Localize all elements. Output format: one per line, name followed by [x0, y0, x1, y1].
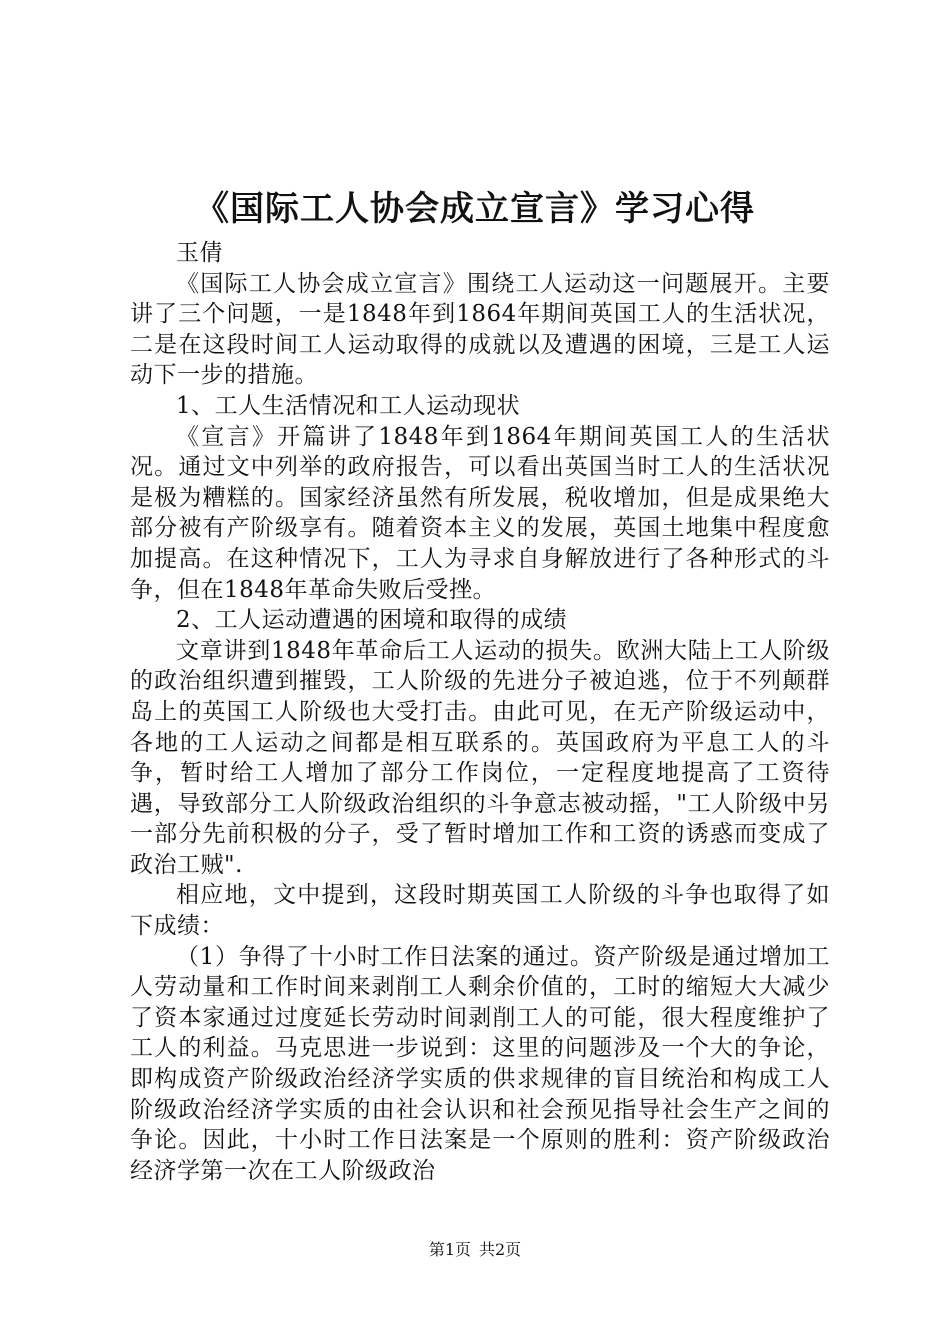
achievements-intro-paragraph: 相应地，文中提到，这段时期英国工人阶级的斗争也取得了如下成绩： — [130, 882, 830, 940]
document-body — [130, 238, 830, 1186]
section-heading-2: 2、工人运动遭遇的困境和取得的成绩 — [176, 607, 568, 634]
page-total: 共2页 — [479, 1240, 522, 1259]
section-2-paragraph: 文章讲到1848年革命后工人运动的损失。欧洲大陆上工人阶级的政治组织遭到摧毁，工人阶级的先进分子被迫逃，位于不列颠群岛上的英国工人阶级也大受打击。由此可见，在无产阶级运动中，各地的工人运动之间都是相互联系的。英国政府为平息工人的斗争，暂时给工人增加了部分工作岗位，一定程度地提高了工资待遇，导致部分工人阶级政治组织的斗争意志被动摇，"工人阶级中另一部分先前积极的分子，受了暂时增加工作和工资的诱惑而变成了政治工贼". — [130, 637, 830, 878]
intro-paragraph: 《国际工人协会成立宣言》围绕工人运动这一问题展开。主要讲了三个问题，一是1848年到1864年期间英国工人的生活状况，二是在这段时间工人运动取得的成就以及遭遇的困境，三是工人运动下一步的措施。 — [130, 270, 830, 389]
page-number: 第1页 — [428, 1240, 471, 1259]
document-title: 《国际工人协会成立宣言》学习心得 — [195, 189, 755, 229]
section-heading-1: 1、工人生活情况和工人运动现状 — [176, 392, 521, 419]
author-line: 玉倩 — [176, 240, 223, 266]
section-1-paragraph: 《宣言》开篇讲了1848年到1864年期间英国工人的生活状况。通过文中列举的政府报告，可以看出英国当时工人的生活状况是极为糟糕的。国家经济虽然有所发展，税收增加，但是成果绝大部分被有产阶级享有。随着资本主义的发展，英国土地集中程度愈加提高。在这种情况下，工人为寻求自身解放进行了各种形式的斗争，但在1848年革命失败后受挫。 — [130, 423, 830, 603]
achievement-1-paragraph: （1）争得了十小时工作日法案的通过。资产阶级是通过增加工人劳动量和工作时间来剥削工人剩余价值的，工时的缩短大大减少了资本家通过过度延长劳动时间剥削工人的可能，很大程度维护了工人的利益。马克思进一步说到：这里的问题涉及一个大的争论，即构成资产阶级政治经济学实质的供求规律的盲目统治和构成工人阶级政治经济学实质的由社会认识和社会预见指导社会生产之间的争论。因此，十小时工作日法案是一个原则的胜利：资产阶级政治经济学第一次在工人阶级政治 — [130, 943, 830, 1184]
page-footer — [0, 1240, 950, 1260]
